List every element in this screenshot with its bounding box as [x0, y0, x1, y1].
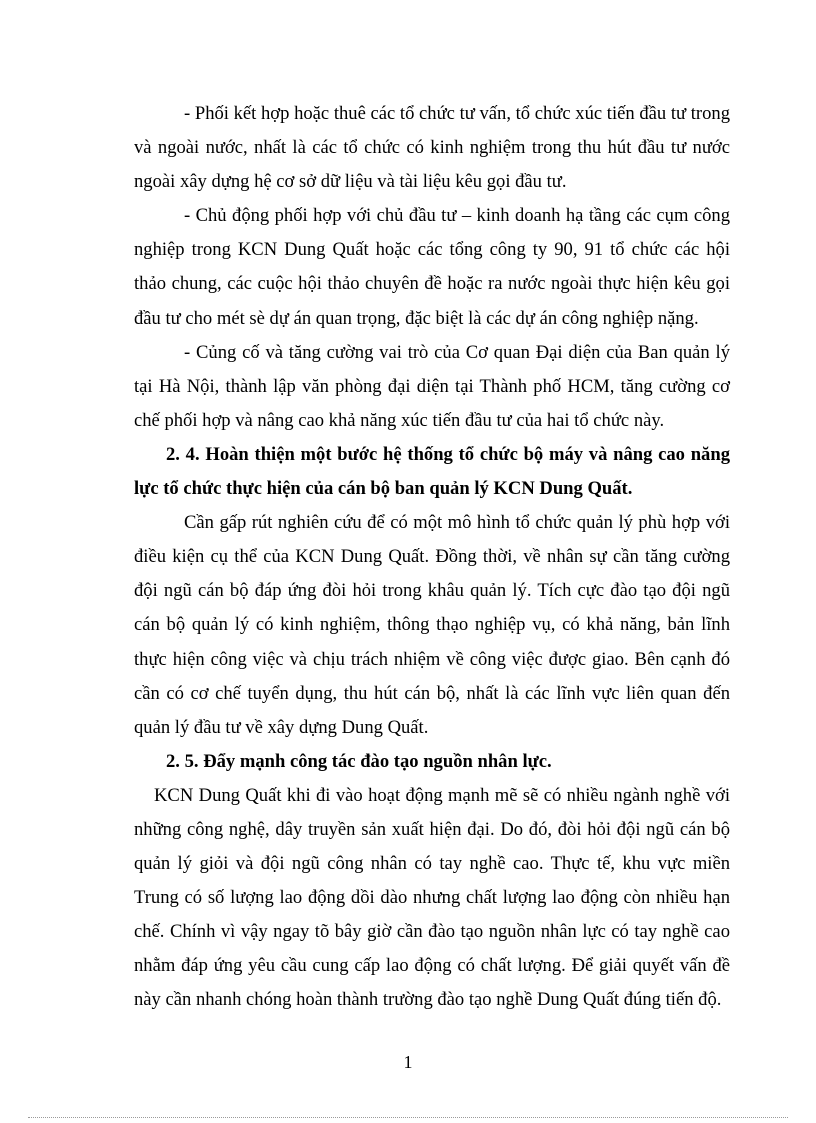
page-number: 1 — [403, 1052, 413, 1072]
paragraph-investor-coordination: - Chủ động phối hợp với chủ đầu tư – kinh doanh hạ tầng các cụm công nghiệp trong KCN Dung Quất hoặc các tổng công ty 90, 91 tổ chức các hội thảo chung, các cuộc hội thảo chuyên đề hoặc ra nước ngoài thực hiện kêu gọi đầu tư cho mét sè dự án quan trọng, đặc biệt là các dự án công nghiệp nặng. — [134, 205, 730, 329]
section-heading-2-5: 2. 5. Đẩy mạnh công tác đào tạo nguồn nhân lực. — [166, 750, 552, 772]
paragraph-consulting-cooperation: - Phối kết hợp hoặc thuê các tổ chức tư vấn, tổ chức xúc tiến đầu tư trong và ngoài nước, nhất là các tổ chức có kinh nghiệm trong thu hút đầu tư nước ngoài xây dựng hệ cơ sở dữ liệu và tài liệu kêu gọi đầu tư. — [134, 103, 730, 193]
section-heading-2-4: 2. 4. Hoàn thiện một bước hệ thống tổ chức bộ máy và nâng cao năng lực tổ chức thực hiện của cán bộ ban quản lý KCN Dung Quất. — [134, 443, 730, 500]
document-body — [134, 97, 730, 1018]
page-bottom-divider — [28, 1117, 788, 1118]
paragraph-workforce-training: KCN Dung Quất khi đi vào hoạt động mạnh mẽ sẽ có nhiều ngành nghề với những công nghệ, dây truyền sản xuất hiện đại. Do đó, đòi hỏi đội ngũ cán bộ quản lý giỏi và đội ngũ công nhân có tay nghề cao. Thực tế, khu vực miền Trung có số lượng lao động dồi dào nhưng chất lượng lao động còn nhiều hạn chế. Chính vì vậy ngay tõ bây giờ cần đào tạo nguồn nhân lực có tay nghề cao nhằm đáp ứng yêu cầu cung cấp lao động có chất lượng. Để giải quyết vấn đề này cần nhanh chóng hoàn thành trường đào tạo nghề Dung Quất đúng tiến độ. — [134, 784, 730, 1011]
paragraph-representative-office: - Củng cố và tăng cường vai trò của Cơ quan Đại diện của Ban quản lý tại Hà Nội, thành lập văn phòng đại diện tại Thành phố HCM, tăng cường cơ chế phối hợp và nâng cao khả năng xúc tiến đầu tư của hai tổ chức này. — [134, 341, 730, 431]
paragraph-management-model: Cần gấp rút nghiên cứu để có một mô hình tổ chức quản lý phù hợp với điều kiện cụ thể của KCN Dung Quất. Đồng thời, về nhân sự cần tăng cường đội ngũ cán bộ đáp ứng đòi hỏi trong khâu quản lý. Tích cực đào tạo đội ngũ cán bộ quản lý có kinh nghiệm, thông thạo nghiệp vụ, có khả năng, bản lĩnh thực hiện công việc và chịu trách nhiệm về công việc được giao. Bên cạnh đó cần có cơ chế tuyển dụng, thu hút cán bộ, nhất là các lĩnh vực liên quan đến quản lý đầu tư về xây dựng Dung Quất. — [134, 512, 730, 738]
